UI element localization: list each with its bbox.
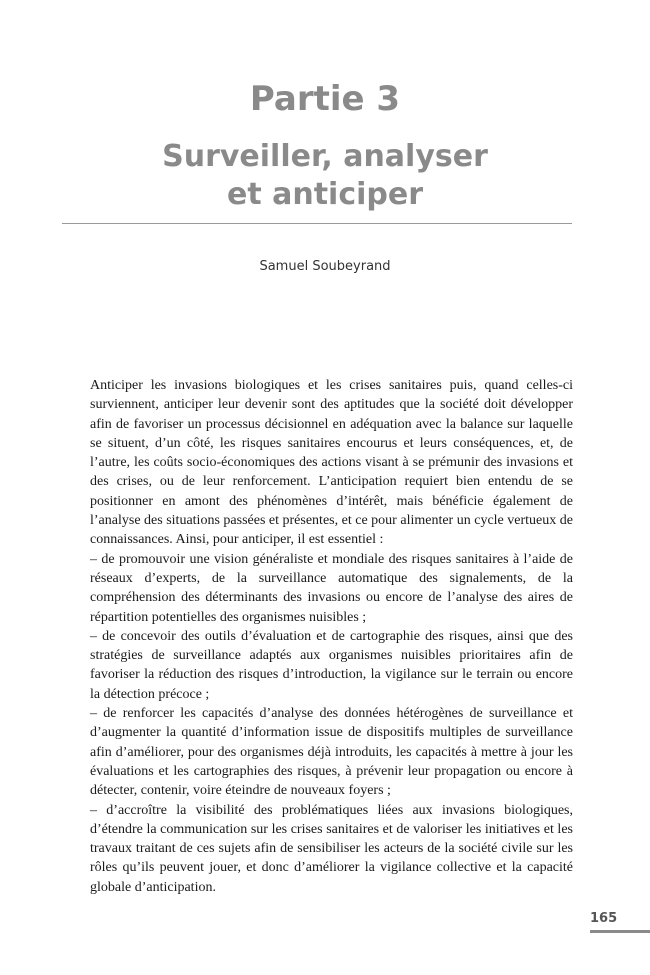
list-item: – de promouvoir une vision généraliste et mondiale des risques sanitaires à l’aide de réseaux d’experts, de la surveillance automatique des signalements, de la compréhension des déterminants des invasions ou encore de l’analyse des aires de répartition potentielles des organismes nuisibles ;	[90, 551, 573, 625]
subtitle-line-1: Surveiller, analyser	[162, 139, 488, 174]
subtitle-line-2: et anticiper	[226, 177, 424, 212]
list-item: – de renforcer les capacités d’analyse des données hétérogènes de surveillance et d’augmenter la quantité d’information issue de dispositifs multiples de surveillance afin d’améliorer, pour des organismes déjà introduits, les capacités à mettre à jour les évaluations et les cartographies des risques, à prévenir leur propagation ou encore à détecter, contenir, voire éteindre de nouveaux foyers ;	[90, 706, 573, 799]
author-name: Samuel Soubeyrand	[259, 259, 391, 274]
list-item: – de concevoir des outils d’évaluation et de cartographie des risques, ainsi que des stratégies de surveillance adaptés aux organismes nuisibles prioritaires afin de favoriser la réduction des risques d’introduction, la vigilance sur le terrain ou encore la détection précoce ;	[90, 628, 573, 702]
list-item: – d’accroître la visibilité des problématiques liées aux invasions biologiques, d’étendre la communication sur les crises sanitaires et de valoriser les initiatives et les travaux traitant de ces sujets afin de sensibiliser les acteurs de la société civile sur les rôles qu’ils peuvent jouer, et donc d’améliorer la vigilance collective et la capacité globale d’anticipation.	[90, 802, 573, 895]
part-title: Partie 3	[249, 79, 401, 119]
page-number: 165	[590, 911, 618, 926]
header-divider	[62, 223, 572, 224]
part-subtitle	[0, 138, 650, 214]
page-number-bar	[590, 930, 650, 933]
chapter-header	[0, 78, 650, 214]
intro-paragraph: Anticiper les invasions biologiques et les crises sanitaires puis, quand celles-ci surviennent, anticiper leur devenir sont des aptitudes que la société doit développer afin de favoriser un processus décisionnel en adéquation avec la balance sur laquelle se situent, d’un côté, les risques sanitaires encourus et leurs conséquences, et, de l’autre, les coûts socio-économiques des actions visant à se prémunir des invasions et des crises, ou de leur renforcement. L’anticipation requiert bien entendu de se positionner en amont des phénomènes d’intérêt, mais bénéficie également de l’analyse des situations passées et présentes, et ce pour alimenter un cycle vertueux de connaissances. Ainsi, pour anticiper, il est essentiel :	[90, 378, 573, 548]
body-text	[90, 376, 573, 897]
